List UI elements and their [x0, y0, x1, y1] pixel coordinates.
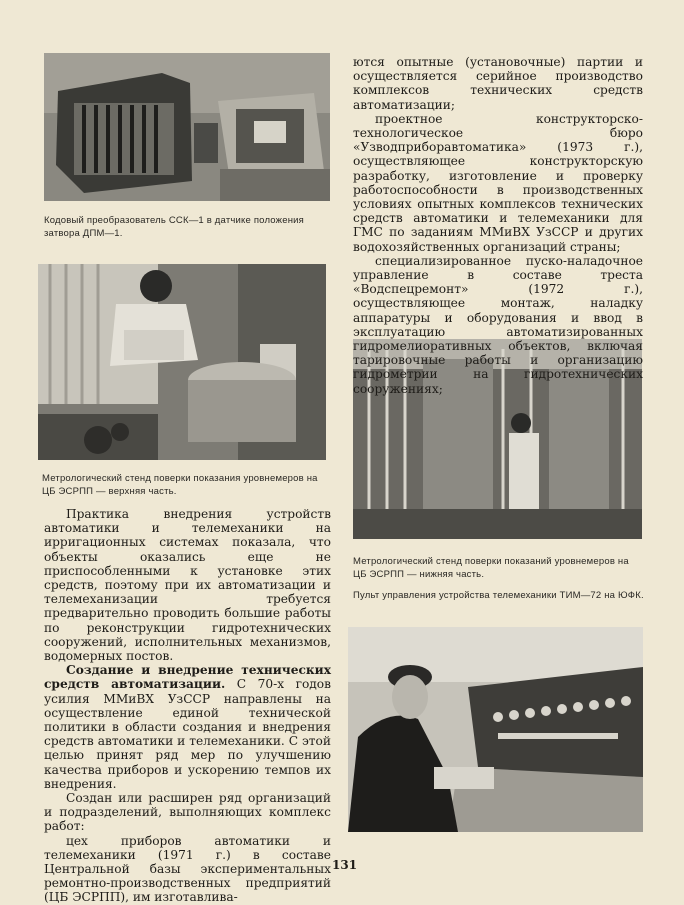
page-number: 131 — [332, 858, 358, 872]
caption-control-panel: Пульт управления устройства телемеханики ТИМ—72 на ЮФК. — [353, 590, 644, 601]
left-paragraph-1: Практика внедрения устройств автоматики и телемеханики на ирригационных системах показала, что объекты оказались еще не приспособленными к установке этих средств, поэтому при их автоматизации и телемеханизации требуется предварительно проводить большие работы по реконструкции гидротехнических сооружений, исполнительных механизмов, водомерных постов. — [44, 507, 331, 664]
control-panel-illustration — [348, 627, 643, 832]
left-column — [44, 507, 331, 905]
right-paragraph-1: ются опытные (установочные) партии и осуществляется серийное производство комплексов технических средств автоматизации; — [353, 55, 643, 112]
right-paragraph-2: проектное конструкторско-технологическое бюро «Узводприборавтоматика» (1973 г.), осуществляющее конструкторскую разработку, изготовление и проверку работоспособности в производственных условиях опытных комплексов технических средств автоматики и телемеханики для ГМС по заданиям ММиВХ УзССР и других водохозяйственных организаций страны; — [353, 111, 643, 254]
photo-converter — [44, 53, 330, 201]
photo-stand-upper — [38, 264, 326, 460]
photo-control-panel — [348, 627, 643, 832]
left-paragraph-3: Создан или расширен ряд организаций и подразделений, выполняющих комплекс работ: — [44, 791, 331, 834]
right-column — [353, 55, 643, 396]
stand-upper-illustration — [38, 264, 326, 460]
caption-stand-upper: Метрологический стенд поверки показания уровнемеров на ЦБ ЭСРПП — верхняя часть. — [42, 473, 318, 497]
caption-stand-lower: Метрологический стенд поверки показаний уровнемеров на ЦБ ЭСРПП — нижняя часть. — [353, 556, 629, 580]
left-paragraph-2-text: С 70-х годов усилия ММиВХ УзССР направлены на осуществление единой технической политики в области создания и внедрения средств автоматики и телемеханики. С этой целью принят ряд мер по улучшению качества приборов и ускорению темпов их внедрения. — [44, 677, 331, 791]
left-paragraph-2 — [44, 663, 331, 791]
left-paragraph-4: цех приборов автоматики и телемеханики (1971 г.) в составе Центральной базы экспериментальных ремонтно-производственных предприятий (ЦБ ЭСРПП), им изготавлива- — [44, 833, 331, 905]
right-paragraph-3: специализированное пуско-наладочное управление в составе треста «Водспецремонт» (1972 г.), осуществляющее монтаж, наладку аппаратуры и оборудования и ввод в эксплуатацию автоматизированных гидромелиоративных объектов, включая тарировочные работы и организацию гидрометрии на гидротехнических сооружениях; — [353, 253, 643, 396]
section-heading: Создание и внедрение технических средств автоматизации. — [44, 663, 331, 692]
converter-illustration — [44, 53, 330, 201]
caption-converter: Кодовый преобразователь ССК—1 в датчике положения затвора ДПМ—1. — [44, 215, 305, 239]
